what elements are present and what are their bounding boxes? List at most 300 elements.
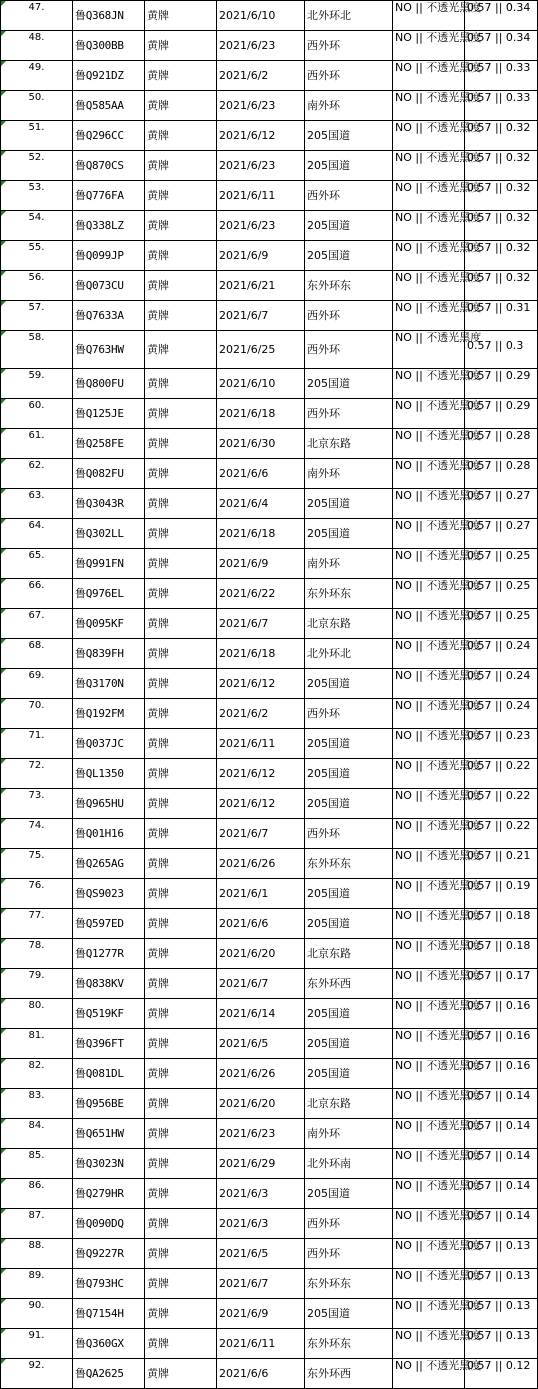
- road-cell: 205国道: [305, 1059, 393, 1089]
- plate-color-cell: 黄牌: [145, 1, 217, 31]
- plate-number-cell: 鲁Q125JE: [73, 399, 145, 429]
- plate-color-cell: 黄牌: [145, 91, 217, 121]
- result-cell: NO || 不透光黑度: [393, 669, 465, 699]
- value-cell: 0.57 || 0.25: [465, 609, 538, 639]
- plate-color-cell: 黄牌: [145, 241, 217, 271]
- value-cell: 0.57 || 0.28: [465, 459, 538, 489]
- value-cell: 0.57 || 0.16: [465, 1059, 538, 1089]
- result-cell: NO || 不透光黑度: [393, 729, 465, 759]
- table-row: [1, 489, 538, 519]
- plate-number-cell: 鲁Q870CS: [73, 151, 145, 181]
- plate-number-cell: 鲁Q976EL: [73, 579, 145, 609]
- row-number: 65.: [1, 549, 73, 579]
- row-number: 88.: [1, 1239, 73, 1269]
- value-cell: 0.57 || 0.22: [465, 789, 538, 819]
- row-number: 70.: [1, 699, 73, 729]
- table-row: [1, 819, 538, 849]
- road-cell: 205国道: [305, 151, 393, 181]
- date-cell: 2021/6/26: [217, 849, 305, 879]
- result-cell: NO || 不透光黑度: [393, 939, 465, 969]
- date-cell: 2021/6/12: [217, 789, 305, 819]
- row-number: 57.: [1, 301, 73, 331]
- value-cell: 0.57 || 0.14: [465, 1209, 538, 1239]
- row-number: 86.: [1, 1179, 73, 1209]
- plate-color-cell: 黄牌: [145, 789, 217, 819]
- date-cell: 2021/6/9: [217, 241, 305, 271]
- date-cell: 2021/6/26: [217, 1059, 305, 1089]
- date-cell: 2021/6/9: [217, 549, 305, 579]
- value-cell: 0.57 || 0.18: [465, 939, 538, 969]
- value-cell: 0.57 || 0.13: [465, 1239, 538, 1269]
- plate-color-cell: 黄牌: [145, 1269, 217, 1299]
- plate-number-cell: 鲁Q279HR: [73, 1179, 145, 1209]
- row-number: 49.: [1, 61, 73, 91]
- road-cell: 东外环西: [305, 969, 393, 999]
- value-cell: 0.57 || 0.31: [465, 301, 538, 331]
- row-number: 79.: [1, 969, 73, 999]
- road-cell: 205国道: [305, 1179, 393, 1209]
- road-cell: 南外环: [305, 459, 393, 489]
- date-cell: 2021/6/23: [217, 91, 305, 121]
- table-body: [1, 1, 538, 1389]
- value-cell: 0.57 || 0.25: [465, 549, 538, 579]
- row-number: 56.: [1, 271, 73, 301]
- plate-number-cell: 鲁Q763HW: [73, 331, 145, 369]
- result-cell: NO || 不透光黑度: [393, 1149, 465, 1179]
- table-row: [1, 1179, 538, 1209]
- road-cell: 南外环: [305, 91, 393, 121]
- plate-color-cell: 黄牌: [145, 999, 217, 1029]
- road-cell: 205国道: [305, 489, 393, 519]
- row-number: 73.: [1, 789, 73, 819]
- date-cell: 2021/6/23: [217, 211, 305, 241]
- plate-color-cell: 黄牌: [145, 639, 217, 669]
- row-number: 68.: [1, 639, 73, 669]
- road-cell: 西外环: [305, 819, 393, 849]
- result-cell: NO || 不透光黑度: [393, 489, 465, 519]
- row-number: 61.: [1, 429, 73, 459]
- date-cell: 2021/6/23: [217, 1119, 305, 1149]
- road-cell: 205国道: [305, 1299, 393, 1329]
- date-cell: 2021/6/9: [217, 1299, 305, 1329]
- date-cell: 2021/6/7: [217, 819, 305, 849]
- plate-color-cell: 黄牌: [145, 519, 217, 549]
- date-cell: 2021/6/1: [217, 879, 305, 909]
- table-row: [1, 669, 538, 699]
- plate-color-cell: 黄牌: [145, 489, 217, 519]
- value-cell: 0.57 || 0.24: [465, 669, 538, 699]
- table-row: [1, 429, 538, 459]
- date-cell: 2021/6/4: [217, 489, 305, 519]
- row-number: 80.: [1, 999, 73, 1029]
- result-cell: NO || 不透光黑度: [393, 1209, 465, 1239]
- value-cell: 0.57 || 0.29: [465, 399, 538, 429]
- table-row: [1, 271, 538, 301]
- plate-color-cell: 黄牌: [145, 909, 217, 939]
- table-row: [1, 579, 538, 609]
- table-row: [1, 181, 538, 211]
- date-cell: 2021/6/12: [217, 759, 305, 789]
- table-row: [1, 1239, 538, 1269]
- value-cell: 0.57 || 0.33: [465, 91, 538, 121]
- value-cell: 0.57 || 0.16: [465, 999, 538, 1029]
- value-cell: 0.57 || 0.32: [465, 211, 538, 241]
- date-cell: 2021/6/29: [217, 1149, 305, 1179]
- road-cell: 205国道: [305, 759, 393, 789]
- plate-number-cell: 鲁QL1350: [73, 759, 145, 789]
- road-cell: 东外环西: [305, 1359, 393, 1389]
- date-cell: 2021/6/3: [217, 1209, 305, 1239]
- table-row: [1, 91, 538, 121]
- row-number: 72.: [1, 759, 73, 789]
- table-row: [1, 1269, 538, 1299]
- result-cell: NO || 不透光黑度: [393, 429, 465, 459]
- road-cell: 205国道: [305, 121, 393, 151]
- row-number: 76.: [1, 879, 73, 909]
- result-cell: NO || 不透光黑度: [393, 91, 465, 121]
- date-cell: 2021/6/2: [217, 699, 305, 729]
- value-cell: 0.57 || 0.14: [465, 1089, 538, 1119]
- table-row: [1, 1329, 538, 1359]
- table-row: [1, 909, 538, 939]
- road-cell: 西外环: [305, 699, 393, 729]
- row-number: 62.: [1, 459, 73, 489]
- date-cell: 2021/6/23: [217, 151, 305, 181]
- road-cell: 西外环: [305, 31, 393, 61]
- date-cell: 2021/6/7: [217, 301, 305, 331]
- result-cell: NO || 不透光黑度: [393, 759, 465, 789]
- plate-number-cell: 鲁Q090DQ: [73, 1209, 145, 1239]
- plate-color-cell: 黄牌: [145, 879, 217, 909]
- result-cell: NO || 不透光黑度: [393, 151, 465, 181]
- plate-color-cell: 黄牌: [145, 729, 217, 759]
- row-number: 66.: [1, 579, 73, 609]
- plate-color-cell: 黄牌: [145, 699, 217, 729]
- result-cell: NO || 不透光黑度: [393, 61, 465, 91]
- table-row: [1, 939, 538, 969]
- result-cell: NO || 不透光黑度: [393, 1269, 465, 1299]
- row-number: 77.: [1, 909, 73, 939]
- road-cell: 东外环东: [305, 849, 393, 879]
- road-cell: 205国道: [305, 241, 393, 271]
- result-cell: NO || 不透光黑度: [393, 879, 465, 909]
- row-number: 58.: [1, 331, 73, 369]
- road-cell: 205国道: [305, 369, 393, 399]
- plate-color-cell: 黄牌: [145, 1119, 217, 1149]
- table-row: [1, 609, 538, 639]
- value-cell: 0.57 || 0.14: [465, 1179, 538, 1209]
- row-number: 92.: [1, 1359, 73, 1389]
- result-cell: NO || 不透光黑度: [393, 639, 465, 669]
- plate-color-cell: 黄牌: [145, 819, 217, 849]
- plate-color-cell: 黄牌: [145, 759, 217, 789]
- row-number: 91.: [1, 1329, 73, 1359]
- result-cell: NO || 不透光黑度: [393, 1059, 465, 1089]
- table-row: [1, 399, 538, 429]
- road-cell: 北京东路: [305, 429, 393, 459]
- date-cell: 2021/6/10: [217, 369, 305, 399]
- plate-color-cell: 黄牌: [145, 211, 217, 241]
- plate-color-cell: 黄牌: [145, 429, 217, 459]
- plate-color-cell: 黄牌: [145, 1209, 217, 1239]
- value-cell: 0.57 || 0.27: [465, 519, 538, 549]
- plate-number-cell: 鲁Q192FM: [73, 699, 145, 729]
- value-cell: 0.57 || 0.32: [465, 121, 538, 151]
- row-number: 64.: [1, 519, 73, 549]
- plate-number-cell: 鲁Q300BB: [73, 31, 145, 61]
- value-cell: 0.57 || 0.23: [465, 729, 538, 759]
- date-cell: 2021/6/11: [217, 181, 305, 211]
- value-cell: 0.57 || 0.19: [465, 879, 538, 909]
- road-cell: 205国道: [305, 211, 393, 241]
- table-row: [1, 61, 538, 91]
- road-cell: 205国道: [305, 729, 393, 759]
- row-number: 52.: [1, 151, 73, 181]
- result-cell: NO || 不透光黑度: [393, 1239, 465, 1269]
- row-number: 50.: [1, 91, 73, 121]
- date-cell: 2021/6/6: [217, 909, 305, 939]
- road-cell: 东外环东: [305, 1329, 393, 1359]
- value-cell: 0.57 || 0.21: [465, 849, 538, 879]
- date-cell: 2021/6/30: [217, 429, 305, 459]
- plate-number-cell: 鲁Q956BE: [73, 1089, 145, 1119]
- road-cell: 东外环东: [305, 271, 393, 301]
- result-cell: NO || 不透光黑度: [393, 271, 465, 301]
- date-cell: 2021/6/21: [217, 271, 305, 301]
- value-cell: 0.57 || 0.29: [465, 369, 538, 399]
- value-cell: 0.57 || 0.18: [465, 909, 538, 939]
- row-number: 54.: [1, 211, 73, 241]
- date-cell: 2021/6/20: [217, 1089, 305, 1119]
- plate-color-cell: 黄牌: [145, 121, 217, 151]
- result-cell: NO || 不透光黑度: [393, 1299, 465, 1329]
- row-number: 87.: [1, 1209, 73, 1239]
- date-cell: 2021/6/2: [217, 61, 305, 91]
- plate-number-cell: 鲁Q082FU: [73, 459, 145, 489]
- value-cell: 0.57 || 0.33: [465, 61, 538, 91]
- value-cell: 0.57 || 0.25: [465, 579, 538, 609]
- plate-number-cell: 鲁Q838KV: [73, 969, 145, 999]
- plate-color-cell: 黄牌: [145, 151, 217, 181]
- plate-color-cell: 黄牌: [145, 1179, 217, 1209]
- table-row: [1, 151, 538, 181]
- row-number: 83.: [1, 1089, 73, 1119]
- road-cell: 北京东路: [305, 609, 393, 639]
- plate-color-cell: 黄牌: [145, 579, 217, 609]
- result-cell: NO || 不透光黑度: [393, 211, 465, 241]
- result-cell: NO || 不透光黑度: [393, 31, 465, 61]
- plate-number-cell: 鲁Q368JN: [73, 1, 145, 31]
- date-cell: 2021/6/11: [217, 1329, 305, 1359]
- plate-number-cell: 鲁Q081DL: [73, 1059, 145, 1089]
- table-row: [1, 729, 538, 759]
- result-cell: NO || 不透光黑度: [393, 519, 465, 549]
- plate-color-cell: 黄牌: [145, 369, 217, 399]
- road-cell: 北外环南: [305, 1149, 393, 1179]
- plate-color-cell: 黄牌: [145, 31, 217, 61]
- date-cell: 2021/6/5: [217, 1029, 305, 1059]
- result-cell: NO || 不透光黑度: [393, 609, 465, 639]
- plate-number-cell: 鲁Q360GX: [73, 1329, 145, 1359]
- plate-color-cell: 黄牌: [145, 399, 217, 429]
- road-cell: 205国道: [305, 789, 393, 819]
- plate-color-cell: 黄牌: [145, 1059, 217, 1089]
- plate-number-cell: 鲁Q839FH: [73, 639, 145, 669]
- plate-number-cell: 鲁Q095KF: [73, 609, 145, 639]
- plate-number-cell: 鲁Q597ED: [73, 909, 145, 939]
- table-row: [1, 211, 538, 241]
- value-cell: 0.57 || 0.32: [465, 271, 538, 301]
- result-cell: NO || 不透光黑度: [393, 699, 465, 729]
- table-row: [1, 1059, 538, 1089]
- result-cell: NO || 不透光黑度: [393, 849, 465, 879]
- table-row: [1, 1299, 538, 1329]
- plate-color-cell: 黄牌: [145, 969, 217, 999]
- plate-color-cell: 黄牌: [145, 549, 217, 579]
- row-number: 71.: [1, 729, 73, 759]
- date-cell: 2021/6/11: [217, 729, 305, 759]
- date-cell: 2021/6/20: [217, 939, 305, 969]
- table-row: [1, 639, 538, 669]
- result-cell: NO || 不透光黑度: [393, 241, 465, 271]
- value-cell: 0.57 || 0.32: [465, 241, 538, 271]
- table-row: [1, 879, 538, 909]
- road-cell: 北京东路: [305, 939, 393, 969]
- table-row: [1, 331, 538, 369]
- road-cell: 西外环: [305, 61, 393, 91]
- plate-number-cell: 鲁Q965HU: [73, 789, 145, 819]
- result-cell: NO || 不透光黑度: [393, 969, 465, 999]
- road-cell: 北外环北: [305, 639, 393, 669]
- plate-color-cell: 黄牌: [145, 301, 217, 331]
- plate-number-cell: 鲁Q396FT: [73, 1029, 145, 1059]
- road-cell: 南外环: [305, 549, 393, 579]
- result-cell: NO || 不透光黑度: [393, 399, 465, 429]
- row-number: 69.: [1, 669, 73, 699]
- row-number: 51.: [1, 121, 73, 151]
- table-row: [1, 1119, 538, 1149]
- table-row: [1, 31, 538, 61]
- date-cell: 2021/6/3: [217, 1179, 305, 1209]
- value-cell: 0.57 || 0.14: [465, 1119, 538, 1149]
- plate-number-cell: 鲁Q073CU: [73, 271, 145, 301]
- value-cell: 0.57 || 0.34: [465, 1, 538, 31]
- date-cell: 2021/6/14: [217, 999, 305, 1029]
- result-cell: NO || 不透光黑度: [393, 181, 465, 211]
- table-row: [1, 789, 538, 819]
- plate-number-cell: 鲁Q3043R: [73, 489, 145, 519]
- plate-color-cell: 黄牌: [145, 1299, 217, 1329]
- table-row: [1, 999, 538, 1029]
- result-cell: NO || 不透光黑度: [393, 121, 465, 151]
- road-cell: 西外环: [305, 181, 393, 211]
- row-number: 55.: [1, 241, 73, 271]
- plate-color-cell: 黄牌: [145, 1329, 217, 1359]
- road-cell: 东外环东: [305, 1269, 393, 1299]
- value-cell: 0.57 || 0.28: [465, 429, 538, 459]
- result-cell: NO || 不透光黑度: [393, 1119, 465, 1149]
- plate-number-cell: 鲁Q776FA: [73, 181, 145, 211]
- plate-number-cell: 鲁Q338LZ: [73, 211, 145, 241]
- row-number: 82.: [1, 1059, 73, 1089]
- row-number: 63.: [1, 489, 73, 519]
- row-number: 81.: [1, 1029, 73, 1059]
- road-cell: 205国道: [305, 519, 393, 549]
- plate-number-cell: 鲁Q800FU: [73, 369, 145, 399]
- table-row: [1, 1209, 538, 1239]
- plate-number-cell: 鲁Q037JC: [73, 729, 145, 759]
- plate-number-cell: 鲁Q7633A: [73, 301, 145, 331]
- date-cell: 2021/6/5: [217, 1239, 305, 1269]
- value-cell: 0.57 || 0.22: [465, 819, 538, 849]
- table-row: [1, 1, 538, 31]
- table-row: [1, 369, 538, 399]
- date-cell: 2021/6/6: [217, 459, 305, 489]
- plate-number-cell: 鲁Q585AA: [73, 91, 145, 121]
- road-cell: 北外环北: [305, 1, 393, 31]
- result-cell: NO || 不透光黑度: [393, 1359, 465, 1389]
- table-row: [1, 1149, 538, 1179]
- road-cell: 北京东路: [305, 1089, 393, 1119]
- row-number: 84.: [1, 1119, 73, 1149]
- plate-number-cell: 鲁Q651HW: [73, 1119, 145, 1149]
- value-cell: 0.57 || 0.24: [465, 639, 538, 669]
- plate-number-cell: 鲁Q7154H: [73, 1299, 145, 1329]
- plate-number-cell: 鲁Q099JP: [73, 241, 145, 271]
- plate-color-cell: 黄牌: [145, 1149, 217, 1179]
- plate-color-cell: 黄牌: [145, 459, 217, 489]
- plate-color-cell: 黄牌: [145, 1239, 217, 1269]
- plate-color-cell: 黄牌: [145, 1359, 217, 1389]
- road-cell: 205国道: [305, 669, 393, 699]
- road-cell: 205国道: [305, 1029, 393, 1059]
- plate-color-cell: 黄牌: [145, 181, 217, 211]
- plate-color-cell: 黄牌: [145, 1029, 217, 1059]
- plate-number-cell: 鲁Q793HC: [73, 1269, 145, 1299]
- result-cell: NO || 不透光黑度: [393, 1179, 465, 1209]
- result-cell: NO || 不透光黑度: [393, 1, 465, 31]
- road-cell: 205国道: [305, 999, 393, 1029]
- row-number: 59.: [1, 369, 73, 399]
- result-cell: NO || 不透光黑度: [393, 999, 465, 1029]
- value-cell: 0.57 || 0.13: [465, 1269, 538, 1299]
- value-cell: 0.57 || 0.32: [465, 151, 538, 181]
- road-cell: 205国道: [305, 879, 393, 909]
- plate-number-cell: 鲁Q258FE: [73, 429, 145, 459]
- table-row: [1, 1029, 538, 1059]
- table-row: [1, 241, 538, 271]
- value-cell: 0.57 || 0.13: [465, 1329, 538, 1359]
- table-row: [1, 121, 538, 151]
- date-cell: 2021/6/18: [217, 519, 305, 549]
- plate-number-cell: 鲁Q519KF: [73, 999, 145, 1029]
- row-number: 74.: [1, 819, 73, 849]
- value-cell: 0.57 || 0.24: [465, 699, 538, 729]
- row-number: 89.: [1, 1269, 73, 1299]
- table-row: [1, 549, 538, 579]
- value-cell: 0.57 || 0.16: [465, 1029, 538, 1059]
- row-number: 75.: [1, 849, 73, 879]
- table-row: [1, 969, 538, 999]
- result-cell: NO || 不透光黑度: [393, 549, 465, 579]
- road-cell: 西外环: [305, 1209, 393, 1239]
- date-cell: 2021/6/7: [217, 609, 305, 639]
- result-cell: NO || 不透光黑度: [393, 789, 465, 819]
- value-cell: 0.57 || 0.3: [465, 331, 538, 369]
- row-number: 90.: [1, 1299, 73, 1329]
- value-cell: 0.57 || 0.12: [465, 1359, 538, 1389]
- plate-number-cell: 鲁Q01H16: [73, 819, 145, 849]
